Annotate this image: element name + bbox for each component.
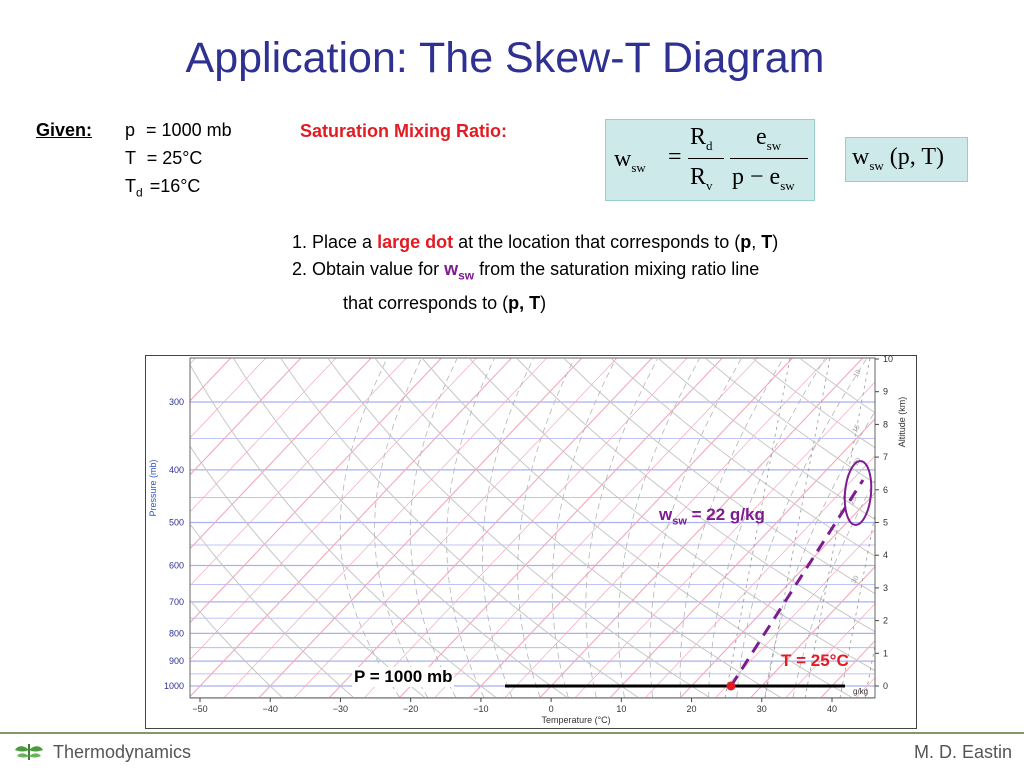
isotherm-line [145,358,196,698]
altitude-tick-label: 9 [883,386,889,397]
eq-w: w [614,146,632,172]
wsw-annotation-sub: sw [672,515,687,528]
eq-rv-symbol: R [690,164,707,190]
saturation-mixing-ratio-label: Saturation Mixing Ratio: [300,121,507,141]
step-1 [292,229,778,256]
isotherm-line [399,358,722,698]
func-sub: sw [869,157,884,173]
isotherm-line [145,358,301,698]
step-1-p: p [740,232,752,252]
temperature-tick-label: 30 [756,704,767,714]
eq-w-sub: sw [631,159,646,175]
pressure-tick-label: 900 [168,656,184,667]
footer-divider [0,732,1024,734]
isotherm-line [145,358,371,698]
eq-rd-sub: d [706,137,713,153]
func-args: (p, T) [889,144,945,170]
isotherm-line [259,358,582,698]
temperature-axis-label: Temperature (°C) [541,715,611,725]
altitude-tick-label: 4 [883,550,889,561]
given-t-symbol: T [125,148,136,168]
isotherm-line [145,358,160,698]
plot-area [145,358,916,698]
eq-rv-sub: v [706,177,713,193]
step-2-text-c: that corresponds to ( [343,292,509,313]
temperature-tick-label: 0 [548,704,554,714]
step-1-end: ) [772,232,779,252]
step-1-text-a: 1. Place a [292,232,378,252]
dry-adiabat-line [145,359,425,698]
given-td-value: =16°C [149,176,201,196]
given-p-value: = 1000 mb [146,120,232,140]
pressure-tick-label: 600 [168,560,184,571]
isotherm-line [153,358,476,698]
dry-adiabat-line [234,359,567,698]
func-text [852,144,944,174]
moist-adiabat-line [552,359,615,698]
step-1-text-c: at the location that corresponds to ( [453,232,741,252]
isotherm-line [329,358,652,698]
altitude-tick-label: 3 [883,582,889,593]
temperature-tick-label: 40 [826,704,838,714]
altitude-tick-label: 0 [883,681,889,691]
altitude-tick-label: 6 [883,484,889,495]
eq-den-sub: sw [780,177,795,193]
pressure-tick-label: 800 [168,628,184,639]
isotherm-line [189,358,512,698]
given-temperature [125,148,202,169]
step-2 [292,256,778,290]
footer-right-text: M. D. Eastin [913,742,1012,762]
t-annotation: T = 25°C [781,651,849,670]
dry-adiabat-line [145,359,282,698]
step-2-cont [292,290,778,317]
skew-t-diagram [145,355,916,728]
pressure-tick-label: 400 [168,464,184,475]
mixing-ratio-line [765,358,830,698]
temperature-tick-label: −50 [192,704,208,714]
eq-denominator [732,164,795,194]
p-annotation: P = 1000 mb [354,667,453,686]
mixing-ratio-line [865,358,916,698]
temperature-tick-label: 10 [616,704,627,714]
moist-adiabat-line [586,359,658,698]
isotherm-line [505,358,828,698]
isotherm-line [715,358,916,698]
step-1-t: T [761,232,773,252]
eq-lhs [614,146,646,176]
pressure-tick-label: 300 [168,397,184,407]
pressure-axis-label: Pressure (mb) [148,459,158,517]
moist-adiabat-line [447,359,494,698]
eq-den-text: p − e [732,164,781,190]
dry-adiabat-line [659,359,916,698]
eq-rd [690,124,713,154]
altitude-tick-label: 10 [883,355,894,364]
eq-equals: = [668,144,682,170]
temperature-tick-label: 20 [686,704,697,714]
given-p-symbol: p [125,120,136,140]
given-td-symbol: T [125,176,136,196]
eq-rv [690,164,713,194]
step-2-text-b: from the saturation mixing ratio line [474,259,760,279]
eq-fraction-bar-2 [730,158,808,159]
pressure-tick-label: 700 [168,596,184,607]
step-2-end: ) [540,292,547,313]
mixing-ratio-label: 15 [851,423,862,434]
altitude-tick-label: 8 [883,419,889,430]
mixing-ratio-label: 20 [852,456,863,467]
data-point-dot [727,682,736,691]
mixing-unit-label: g/kg [853,687,869,696]
mixing-ratio-label: 25 [848,495,859,506]
altitude-tick-label: 5 [883,517,889,528]
altitude-tick-label: 1 [883,648,889,659]
eq-e-sub: sw [766,137,782,153]
step-1-comma: , [751,232,762,252]
given-label: Given: [36,120,93,140]
temperature-tick-label: −40 [262,704,278,714]
dry-adiabat-line [706,359,916,698]
eq-e [756,124,781,154]
given-dewpoint [125,176,200,200]
dry-adiabat-line [423,359,852,698]
pressure-tick-label: 1000 [163,681,184,691]
mixing-ratio-label: 30 [850,574,861,585]
moist-adiabat-line [765,359,908,698]
equation-box [605,119,815,201]
instruction-steps [292,229,778,317]
temperature-tick-label: −20 [403,704,419,714]
given-pressure [125,120,232,141]
step-1-large-dot: large dot [377,232,454,252]
temperature-tick-label: −30 [332,704,349,714]
eq-e-symbol: e [756,124,767,150]
pressure-tick-label: 500 [168,517,184,528]
eq-fraction-bar-1 [688,158,724,159]
altitude-tick-label: 7 [883,452,889,463]
func-w: w [852,144,870,170]
leaf-logo-icon [12,738,46,762]
eq-rd-symbol: R [690,124,707,150]
step-2-w: w [444,259,459,279]
step-2-text-a: 2. Obtain value for [292,259,445,279]
wsw-annotation [659,505,765,527]
dry-adiabat-line [281,359,638,698]
slide-title: Application: The Skew-T Diagram [185,34,825,82]
isotherm-line [224,358,547,698]
isotherm-line [145,358,441,698]
step-2-pt: p, T [508,292,541,313]
moist-adiabat-line [410,359,457,698]
dry-adiabat-line [517,359,916,698]
step-2-w-sub: sw [458,268,475,283]
dry-adiabat-line [187,359,496,698]
footer-left-text: Thermodynamics [53,742,192,762]
mixing-ratio-label: 10 [852,368,863,379]
wsw-annotation-w: w [659,505,673,524]
given-t-value: = 25°C [146,148,203,168]
altitude-axis-label: Altitude (km) [897,396,907,448]
moist-adiabat-line [650,359,741,698]
altitude-tick-label: 2 [883,615,889,626]
given-td-subscript: d [136,185,143,200]
wsw-annotation-value: = 22 g/kg [686,505,765,524]
function-box [845,137,968,182]
isotherm-line [145,358,266,698]
temperature-tick-label: −10 [473,704,489,714]
